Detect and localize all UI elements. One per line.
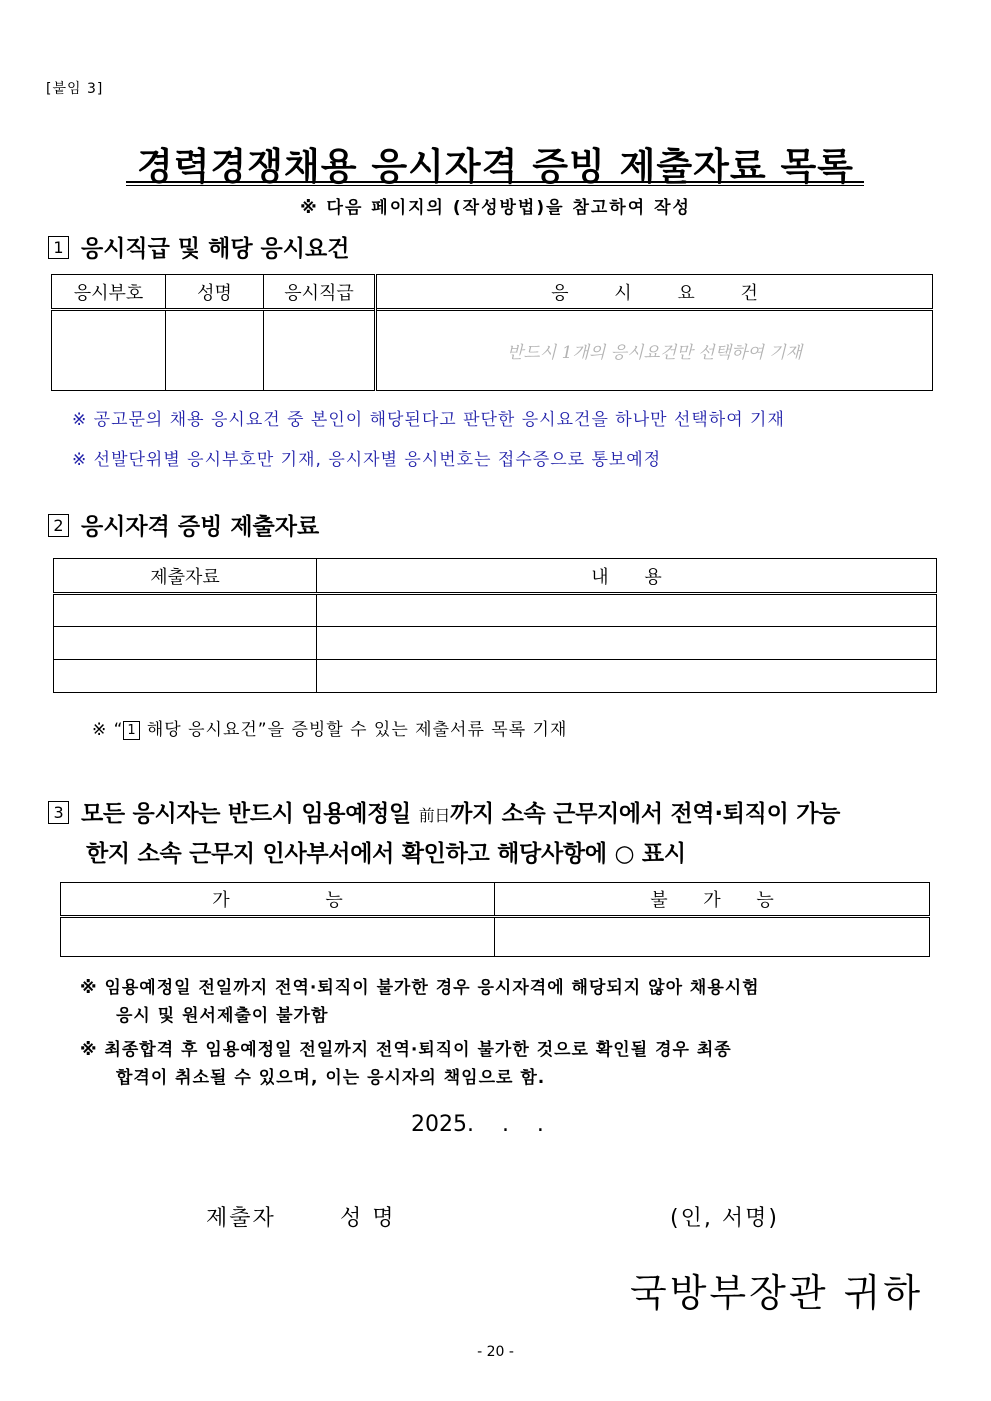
requirement-cell[interactable] [376,310,933,391]
section2-heading [48,508,319,541]
col-material: 제출자료 [54,559,317,594]
applicant-code-cell[interactable] [52,310,166,391]
material-cell[interactable] [54,627,317,660]
section3-heading-part1: 모든 응시자는 반드시 임용예정일 [81,801,419,827]
attachment-label: [붙임 3] [46,81,104,97]
col-possible: 가 능 [61,883,495,917]
section1-heading [48,230,349,263]
section1-note-2: ※ 선발단위별 응시부호만 기재, 응시자별 응시번호는 접수증으로 통보예정 [72,450,662,470]
section3-heading-line2: 한지 소속 근무지 인사부서에서 확인하고 해당사항에 ○ 표시 [86,841,686,867]
section2-note-prefix: ※ “ [92,720,124,740]
page-number: - 20 - [477,1344,514,1360]
seal-signature-label: (인, 서명) [670,1206,779,1231]
content-cell[interactable] [317,594,937,627]
section2-heading-text: 응시자격 증빙 제출자료 [81,514,320,540]
submitter-label: 제출자 [206,1206,276,1231]
material-cell[interactable] [54,594,317,627]
name-cell[interactable] [166,310,264,391]
section1-heading-text: 응시직급 및 해당 응시요건 [81,236,350,262]
section1-note-1: ※ 공고문의 채용 응시요건 중 본인이 해당된다고 판단한 응시요건을 하나만 선택하여 기재 [72,410,785,430]
title-underline [126,181,864,183]
impossible-cell[interactable] [495,917,930,957]
date-field[interactable]: 2025. . . [411,1112,544,1137]
section3-heading-prev-day: 前日 [418,806,451,825]
section2-note [92,715,567,740]
section1-number: 1 [48,236,69,259]
content-cell[interactable] [317,627,937,660]
section1-table [51,274,933,391]
section3-heading-part2: 까지 소속 근무지에서 전역·퇴직이 가능 [450,801,841,827]
col-name: 성명 [166,275,264,310]
possible-cell[interactable] [61,917,495,957]
requirement-placeholder: 반드시 1개의 응시요건만 선택하여 기재 [506,343,803,363]
page-subtitle: ※ 다음 페이지의 (작성방법)을 참고하여 작성 [300,198,691,218]
material-cell[interactable] [54,660,317,693]
section3-note-2 [80,1036,942,1092]
col-applicant-code: 응시부호 [52,275,166,310]
section3-note-1 [80,974,942,1030]
section3-number: 3 [48,801,69,824]
col-position: 응시직급 [264,275,376,310]
col-content: 내 용 [317,559,937,594]
position-cell[interactable] [264,310,376,391]
title-underline-thin [126,185,864,186]
content-cell[interactable] [317,660,937,693]
section3-note-1-line2: 응시 및 원서제출이 불가함 [116,1006,329,1026]
section3-table [60,882,930,957]
section2-note-text: 해당 응시요건”을 증빙할 수 있는 제출서류 목록 기재 [140,720,568,740]
addressee: 국방부장관 귀하 [630,1271,924,1315]
section2-number: 2 [48,514,69,537]
section2-note-ref: 1 [123,721,140,740]
section3-note-2-line1: ※ 최종합격 후 임용예정일 전일까지 전역·퇴직이 불가한 것으로 확인될 경우 최종 [80,1040,732,1060]
section3-note-1-line1: ※ 임용예정일 전일까지 전역·퇴직이 불가한 경우 응시자격에 해당되지 않아 채용시험 [80,978,760,998]
name-label: 성 명 [340,1206,396,1231]
section3-note-2-line2: 합격이 취소될 수 있으며, 이는 응시자의 책임으로 함. [116,1068,546,1088]
section3-heading [48,795,840,828]
col-impossible: 불 가 능 [495,883,930,917]
col-requirement: 응 시 요 건 [376,275,933,310]
page-title: 경력경쟁채용 응시자격 증빙 제출자료 목록 [137,145,854,188]
section2-table [53,558,937,693]
